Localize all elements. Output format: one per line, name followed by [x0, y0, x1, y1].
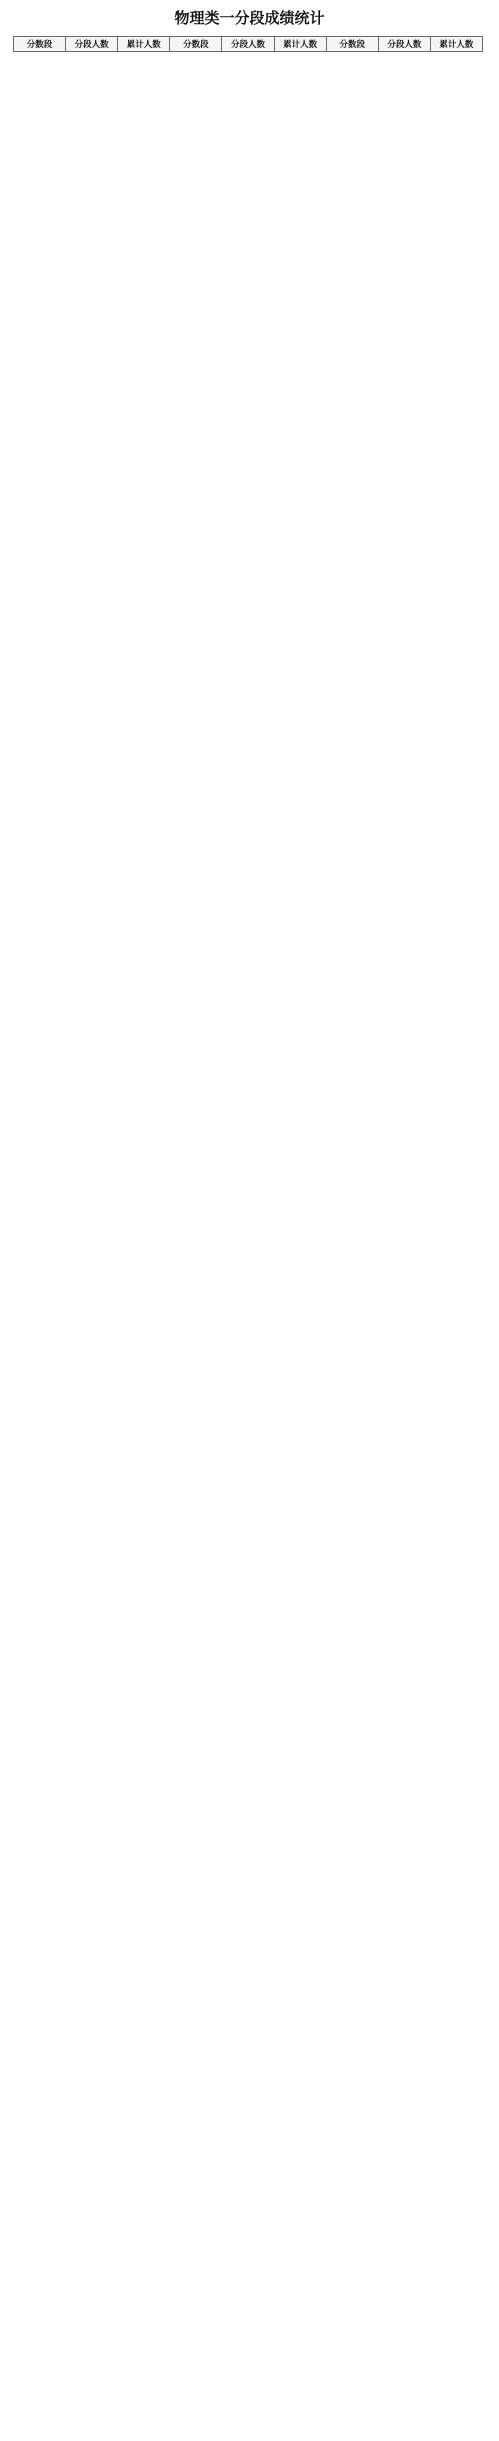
col-header-count-3: 分段人数: [378, 37, 430, 52]
page-title: 物理类一分段成绩统计: [174, 9, 325, 27]
col-header-count-2: 分段人数: [222, 37, 274, 52]
col-header-score-1: 分数段: [14, 37, 66, 52]
table-body: [14, 52, 483, 2432]
score-table: [13, 36, 483, 2432]
col-header-count-1: 分段人数: [66, 37, 118, 52]
col-header-cumulative-1: 累计人数: [118, 37, 170, 52]
col-header-cumulative-3: 累计人数: [430, 37, 482, 52]
col-header-score-2: 分数段: [170, 37, 222, 52]
col-header-score-3: 分数段: [326, 37, 378, 52]
col-header-cumulative-2: 累计人数: [274, 37, 326, 52]
header-row: [14, 37, 483, 52]
